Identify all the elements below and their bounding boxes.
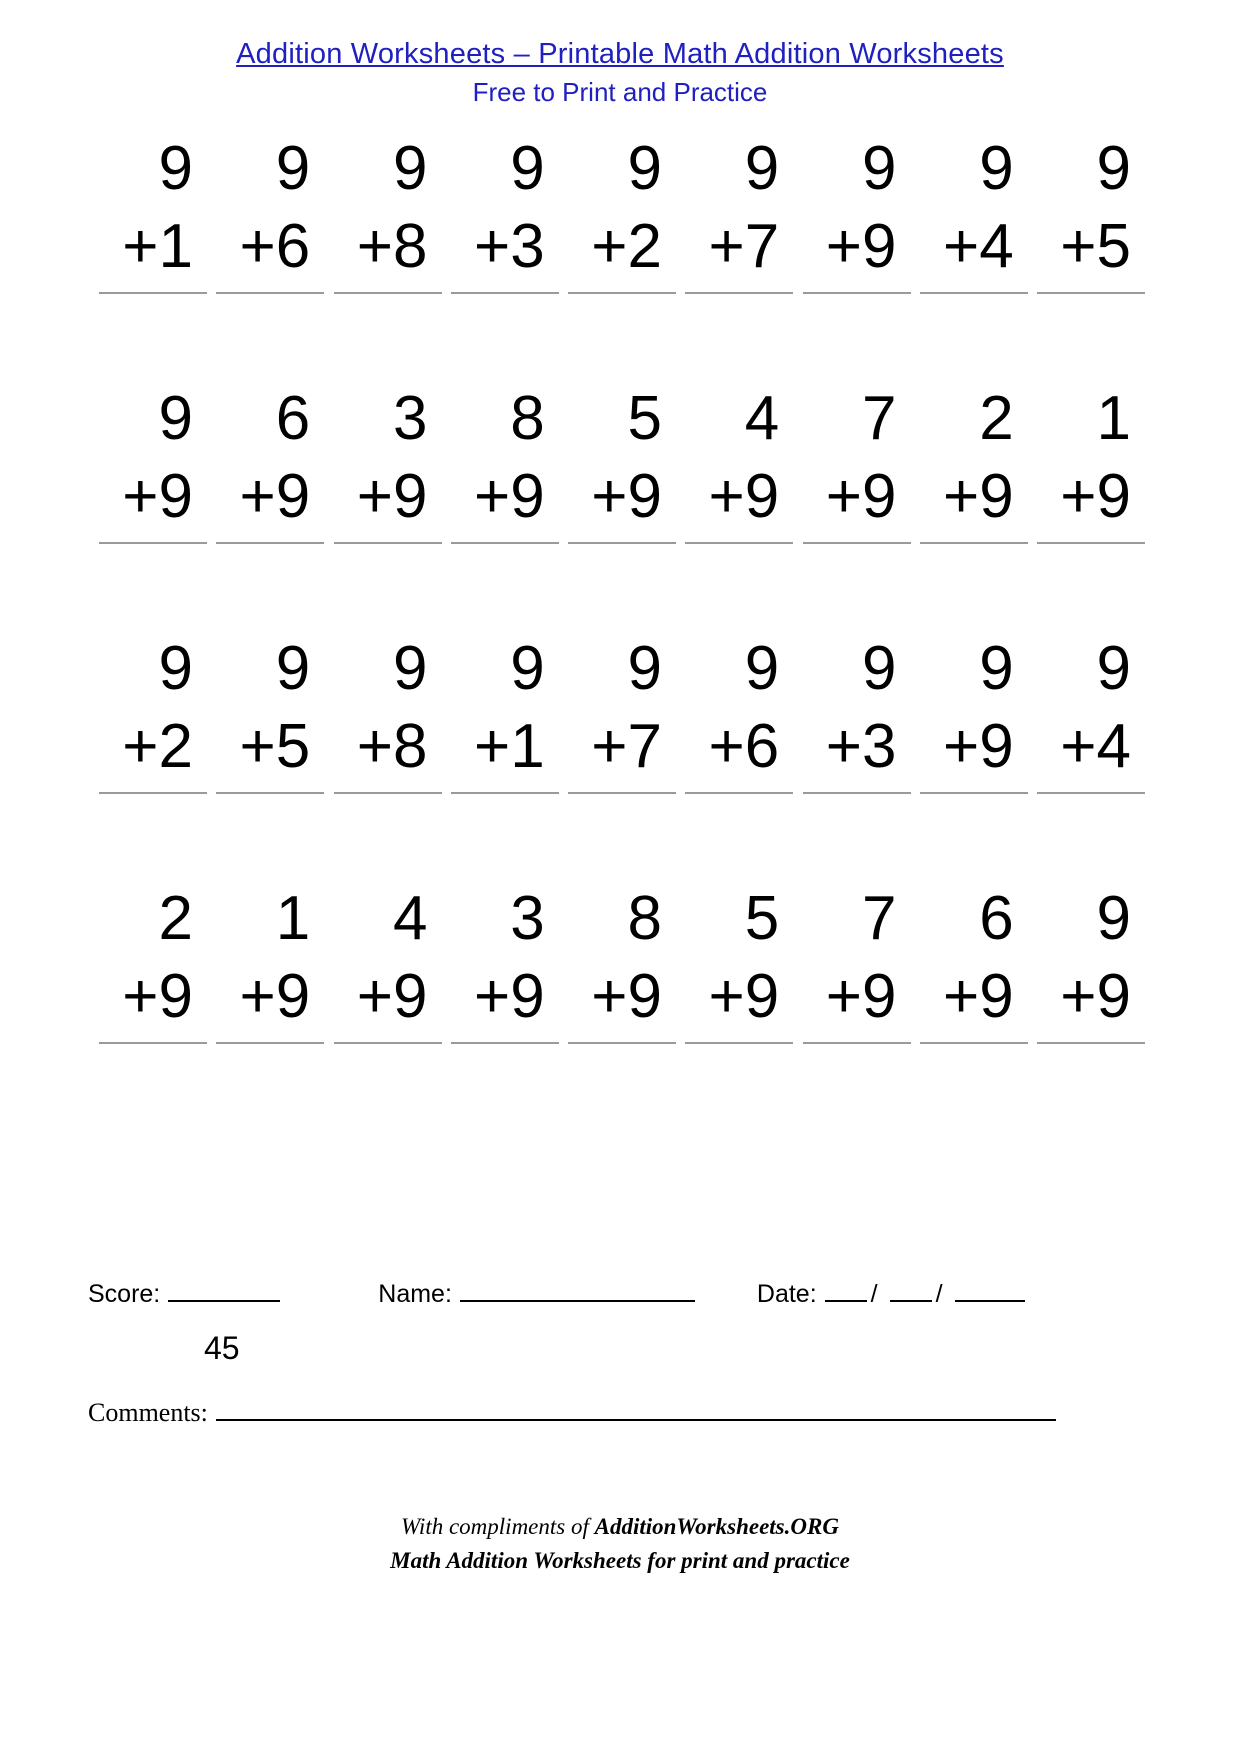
answer-line xyxy=(685,792,793,794)
problem-grid xyxy=(95,108,1145,1130)
answer-line xyxy=(99,792,207,794)
addend-bottom: +9 xyxy=(474,462,545,531)
addend-top: 9 xyxy=(1096,634,1131,703)
answer-line xyxy=(685,542,793,544)
addend-bottom: +9 xyxy=(474,962,545,1031)
credits-line-2: Math Addition Worksheets for print and practice xyxy=(390,1548,850,1573)
addend-bottom: +6 xyxy=(708,712,780,781)
answer-line xyxy=(451,792,559,794)
answer-line xyxy=(99,1042,207,1044)
answer-line xyxy=(685,1042,793,1044)
problem-item xyxy=(916,880,1028,1130)
problem-item xyxy=(564,130,676,380)
answer-line xyxy=(920,542,1028,544)
problem-item xyxy=(212,880,324,1130)
addend-bottom: +1 xyxy=(122,212,193,281)
addend-top: 9 xyxy=(862,634,897,703)
addend-bottom: +1 xyxy=(474,712,545,781)
addend-top: 9 xyxy=(627,134,662,203)
answer-line xyxy=(568,792,676,794)
answer-line xyxy=(99,292,207,294)
addend-top: 6 xyxy=(275,384,311,453)
addend-top: 3 xyxy=(393,384,428,453)
answer-line xyxy=(451,292,559,294)
addend-top: 7 xyxy=(862,884,897,953)
comments-label: Comments: xyxy=(88,1398,208,1427)
addend-top: 1 xyxy=(275,884,311,953)
problem-item xyxy=(1033,630,1145,880)
addend-bottom: +9 xyxy=(122,462,193,531)
answer-line xyxy=(1037,542,1145,544)
addend-bottom: +7 xyxy=(591,712,662,781)
addend-bottom: +9 xyxy=(825,212,897,281)
problem-item xyxy=(799,880,911,1130)
addend-top: 6 xyxy=(979,884,1014,953)
addend-top: 9 xyxy=(158,384,193,453)
answer-line xyxy=(803,542,911,544)
addend-top: 9 xyxy=(1096,134,1131,203)
answer-line xyxy=(568,542,676,544)
addend-top: 2 xyxy=(979,384,1014,453)
problem-item xyxy=(681,880,793,1130)
addend-bottom: +4 xyxy=(1060,712,1131,781)
problem-item xyxy=(1033,880,1145,1130)
addend-bottom: +9 xyxy=(591,462,662,531)
addend-bottom: +2 xyxy=(122,712,193,781)
score-input[interactable] xyxy=(168,1280,280,1302)
comments-row xyxy=(88,1398,1056,1428)
addend-bottom: +3 xyxy=(474,212,545,281)
answer-line xyxy=(334,792,442,794)
addend-top: 9 xyxy=(862,134,897,203)
addend-bottom: +9 xyxy=(356,462,428,531)
answer-line xyxy=(568,292,676,294)
date-month-input[interactable] xyxy=(825,1280,867,1302)
addend-top: 9 xyxy=(275,634,311,703)
problem-item xyxy=(564,880,676,1130)
addend-top: 9 xyxy=(627,634,662,703)
addend-top: 2 xyxy=(158,884,193,953)
addend-top: 9 xyxy=(744,134,780,203)
addend-top: 1 xyxy=(1096,384,1131,453)
answer-line xyxy=(334,1042,442,1044)
addend-top: 9 xyxy=(979,634,1014,703)
answer-line xyxy=(216,1042,324,1044)
problem-item xyxy=(1033,380,1145,630)
addend-top: 4 xyxy=(744,384,780,453)
date-separator-1: / xyxy=(870,1280,878,1308)
addend-bottom: +5 xyxy=(1060,212,1131,281)
addend-bottom: +9 xyxy=(825,962,897,1031)
addend-top: 4 xyxy=(393,884,428,953)
addend-bottom: +9 xyxy=(1060,462,1131,531)
problem-item xyxy=(681,130,793,380)
problem-item xyxy=(95,630,207,880)
answer-line xyxy=(334,292,442,294)
credits-brand: AdditionWorksheets.ORG xyxy=(594,1514,839,1539)
answer-line xyxy=(685,292,793,294)
answer-line xyxy=(1037,792,1145,794)
date-day-input[interactable] xyxy=(890,1280,932,1302)
answer-line xyxy=(99,542,207,544)
addend-top: 9 xyxy=(393,634,428,703)
answer-line xyxy=(803,792,911,794)
addend-top: 8 xyxy=(627,884,662,953)
answer-line xyxy=(334,542,442,544)
addend-bottom: +8 xyxy=(356,712,428,781)
problem-item xyxy=(681,380,793,630)
addend-bottom: +6 xyxy=(239,212,311,281)
date-year-input[interactable] xyxy=(955,1280,1025,1302)
addend-top: 9 xyxy=(1096,884,1131,953)
problem-item xyxy=(447,380,559,630)
addend-bottom: +8 xyxy=(356,212,428,281)
problem-row xyxy=(95,380,1145,630)
credits-line-1 xyxy=(0,1510,1240,1544)
addend-top: 9 xyxy=(979,134,1014,203)
addend-bottom: +9 xyxy=(1060,962,1131,1031)
problem-item xyxy=(330,630,442,880)
addend-bottom: +9 xyxy=(708,462,780,531)
problem-row xyxy=(95,630,1145,880)
problem-item xyxy=(916,380,1028,630)
addend-bottom: +2 xyxy=(591,212,662,281)
addend-top: 9 xyxy=(510,634,545,703)
answer-line xyxy=(803,1042,911,1044)
problem-item xyxy=(1033,130,1145,380)
problem-item xyxy=(212,380,324,630)
problem-item xyxy=(564,630,676,880)
problem-item xyxy=(330,130,442,380)
addend-bottom: +7 xyxy=(708,212,780,281)
addend-top: 9 xyxy=(393,134,428,203)
addend-bottom: +9 xyxy=(943,712,1014,781)
addend-bottom: +9 xyxy=(943,462,1014,531)
problem-item xyxy=(95,380,207,630)
addend-bottom: +3 xyxy=(825,712,897,781)
addend-top: 9 xyxy=(510,134,545,203)
score-total: 45 xyxy=(204,1330,240,1366)
score-name-date-row xyxy=(0,1280,1240,1309)
page-subtitle: Free to Print and Practice xyxy=(472,77,768,107)
problem-row xyxy=(95,880,1145,1130)
addend-bottom: +9 xyxy=(122,962,193,1031)
answer-line xyxy=(451,542,559,544)
addend-top: 5 xyxy=(627,384,662,453)
problem-item xyxy=(212,130,324,380)
problem-item xyxy=(447,130,559,380)
problem-item xyxy=(330,380,442,630)
name-input[interactable] xyxy=(460,1280,695,1302)
answer-line xyxy=(803,292,911,294)
problem-item xyxy=(564,380,676,630)
name-label: Name: xyxy=(378,1280,452,1308)
comments-input[interactable] xyxy=(216,1399,1056,1421)
addend-bottom: +9 xyxy=(591,962,662,1031)
addend-top: 9 xyxy=(275,134,311,203)
addend-top: 3 xyxy=(510,884,545,953)
answer-line xyxy=(1037,1042,1145,1044)
page-header xyxy=(0,0,1240,108)
problem-item xyxy=(330,880,442,1130)
addend-bottom: +9 xyxy=(239,962,311,1031)
problem-item xyxy=(799,630,911,880)
footer-fields xyxy=(0,1280,1240,1427)
addend-top: 9 xyxy=(158,634,193,703)
addend-bottom: +9 xyxy=(708,962,780,1031)
problem-item xyxy=(212,630,324,880)
addend-top: 9 xyxy=(744,634,780,703)
credits-prefix: With compliments of xyxy=(401,1514,595,1539)
problem-item xyxy=(799,380,911,630)
addend-bottom: +9 xyxy=(239,462,311,531)
addend-top: 5 xyxy=(744,884,780,953)
addend-bottom: +5 xyxy=(239,712,311,781)
page-credits xyxy=(0,1510,1240,1578)
problem-item xyxy=(95,880,207,1130)
addend-bottom: +4 xyxy=(943,212,1014,281)
date-separator-2: / xyxy=(935,1280,943,1308)
addend-bottom: +9 xyxy=(825,462,897,531)
answer-line xyxy=(216,292,324,294)
problem-item xyxy=(95,130,207,380)
score-label: Score: xyxy=(88,1280,161,1308)
page-title: Addition Worksheets – Printable Math Addition Worksheets xyxy=(236,38,1004,70)
problem-item xyxy=(447,880,559,1130)
problem-item xyxy=(447,630,559,880)
answer-line xyxy=(1037,292,1145,294)
addend-bottom: +9 xyxy=(356,962,428,1031)
answer-line xyxy=(216,792,324,794)
addend-top: 7 xyxy=(862,384,897,453)
problem-item xyxy=(681,630,793,880)
answer-line xyxy=(920,1042,1028,1044)
answer-line xyxy=(451,1042,559,1044)
problem-item xyxy=(799,130,911,380)
problem-item xyxy=(916,130,1028,380)
addend-top: 8 xyxy=(510,384,545,453)
answer-line xyxy=(216,542,324,544)
date-label: Date: xyxy=(756,1280,817,1308)
answer-line xyxy=(568,1042,676,1044)
problem-row xyxy=(95,130,1145,380)
answer-line xyxy=(920,792,1028,794)
addend-bottom: +9 xyxy=(943,962,1014,1031)
answer-line xyxy=(920,292,1028,294)
problem-item xyxy=(916,630,1028,880)
addend-top: 9 xyxy=(158,134,193,203)
